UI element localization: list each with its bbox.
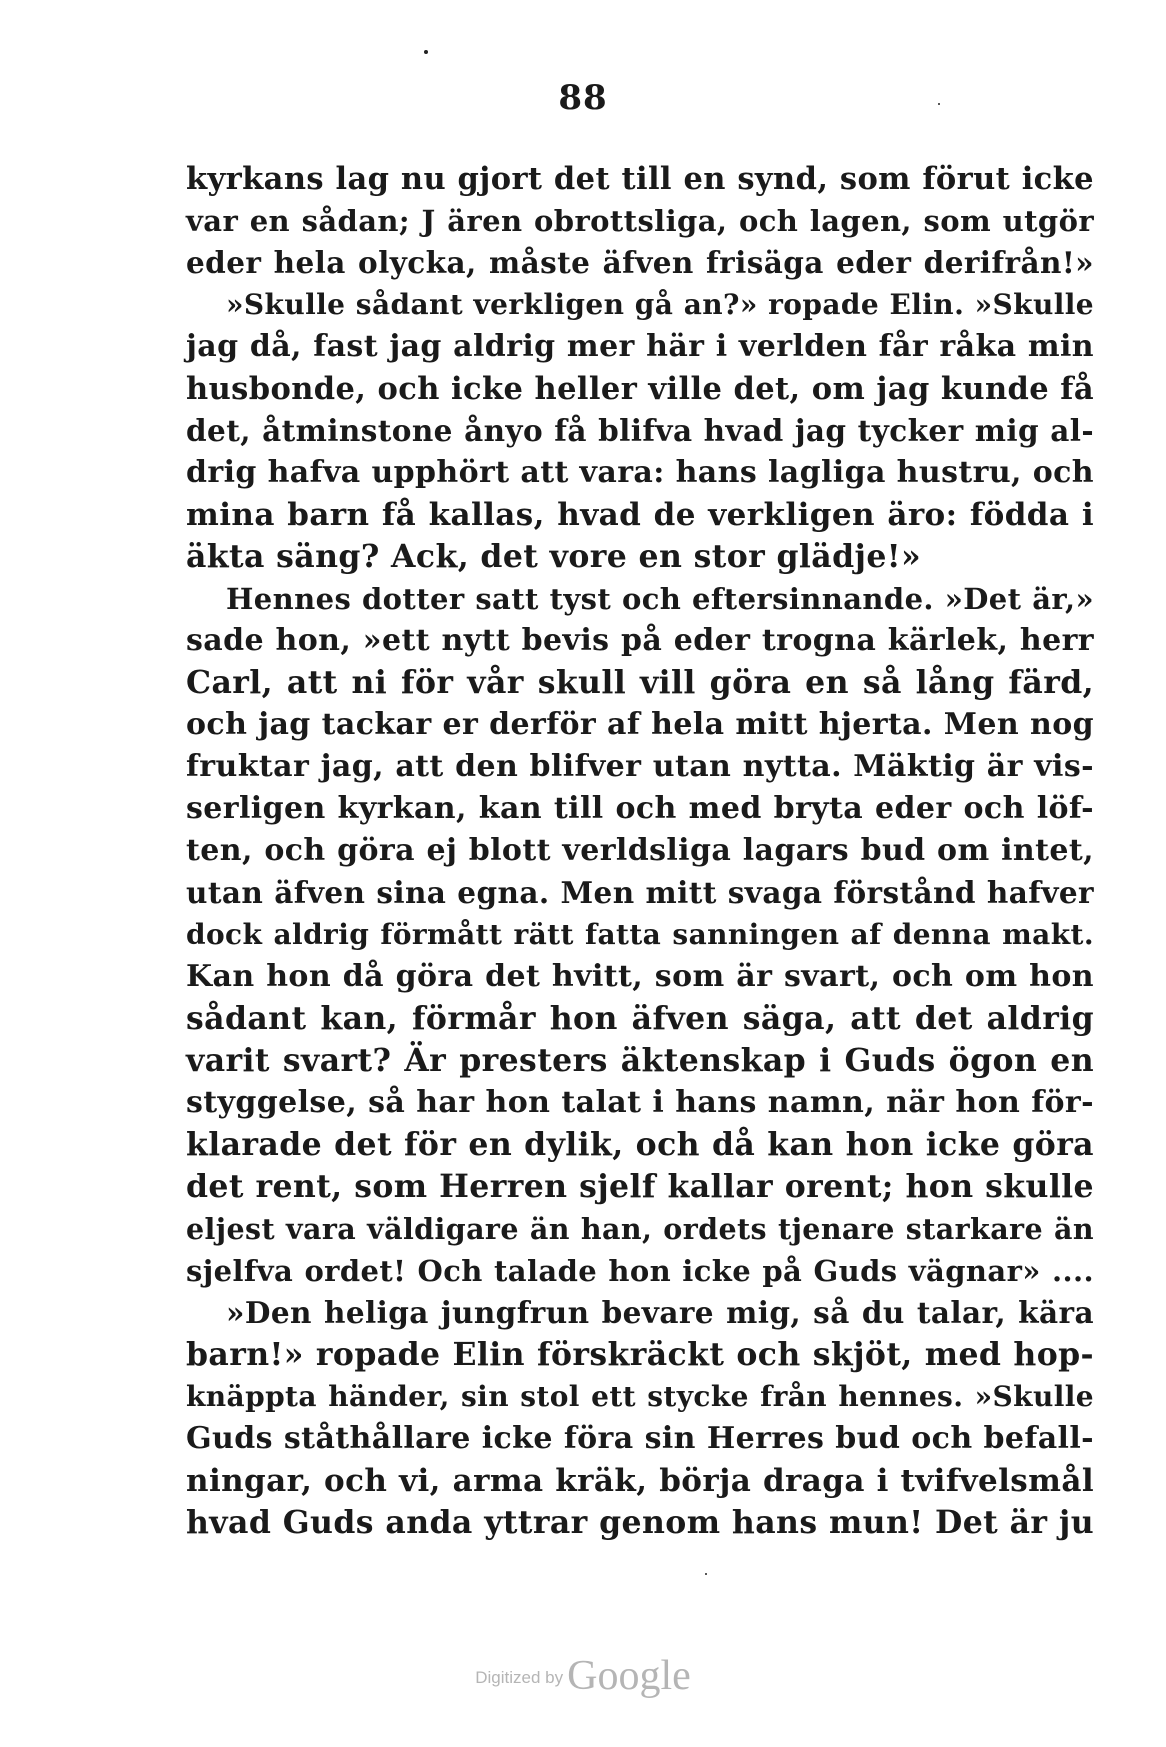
text-line: Guds ståthållare icke föra sin Herres bud och befall- [186, 1421, 1094, 1456]
text-line: hvad Guds anda yttrar genom hans mun! Det är ju [186, 1504, 1094, 1541]
text-line: sade hon, »ett nytt bevis på eder trogna kärlek, herr [186, 623, 1094, 658]
text-line: barn!» ropade Elin förskräckt och skjöt, med hop- [186, 1336, 1094, 1373]
digitized-by-label: Digitized by [475, 1668, 564, 1687]
text-line: dock aldrig förmått rätt fatta sanningen af denna makt. [186, 918, 1094, 951]
text-line: det, åtminstone ånyo få blifva hvad jag tycker mig al- [186, 413, 1094, 448]
scan-speck [705, 1573, 707, 1575]
scan-speck [424, 50, 428, 54]
text-line: Kan hon då göra det hvitt, som är svart, och om hon [186, 959, 1094, 994]
text-line: och jag tackar er derför af hela mitt hjerta. Men nog [186, 707, 1094, 742]
text-line: sådant kan, förmår hon äfven säga, att det aldrig [186, 1000, 1094, 1037]
digitization-watermark [0, 1652, 1166, 1700]
text-line: knäppta händer, sin stol ett stycke från hennes. »Skulle [186, 1380, 1094, 1413]
text-line: varit svart? Är presters äktenskap i Guds ögon en [186, 1042, 1094, 1079]
text-line: eljest vara väldigare än han, ordets tjenare starkare än [186, 1212, 1094, 1246]
text-line: ningar, och vi, arma kräk, börja draga i tvifvelsmål [186, 1463, 1094, 1499]
text-line: ten, och göra ej blott verldsliga lagars bud om intet, [186, 833, 1094, 868]
text-line: Carl, att ni för vår skull vill göra en så lång färd, [186, 664, 1094, 701]
text-line: »Den heliga jungfrun bevare mig, så du talar, kära [226, 1295, 1094, 1330]
text-line: kyrkans lag nu gjort det till en synd, som förut icke [186, 161, 1094, 197]
text-line: fruktar jag, att den blifver utan nytta. Mäktig är vis- [186, 749, 1094, 784]
text-line: serligen kyrkan, kan till och med bryta eder och löf- [186, 791, 1094, 826]
text-line: klarade det för en dylik, och då kan hon icke göra [186, 1126, 1094, 1163]
text-line: eder hela olycka, måste äfven frisäga eder derifrån!» [186, 245, 1094, 280]
text-line: »Skulle sådant verkligen gå an?» ropade Elin. »Skulle [226, 288, 1094, 321]
text-line: var en sådan; J ären obrottsliga, och lagen, som utgör [186, 204, 1094, 238]
text-line: äkta säng? Ack, det vore en stor glädje!» [186, 538, 922, 575]
scan-speck [938, 103, 940, 105]
page-number: 88 [558, 78, 608, 118]
text-line: det rent, som Herren sjelf kallar orent; hon skulle [186, 1168, 1094, 1205]
text-line: drig hafva upphört att vara: hans lagliga hustru, och [186, 455, 1095, 490]
text-line: utan äfven sina egna. Men mitt svaga förstånd hafver [186, 875, 1094, 910]
text-line: mina barn få kallas, hvad de verkligen äro: födda i [186, 497, 1094, 533]
text-line: Hennes dotter satt tyst och eftersinnande. »Det är,» [226, 582, 1094, 616]
text-line: husbonde, och icke heller ville det, om jag kunde få [186, 371, 1094, 407]
google-logo-text: Google [567, 1653, 691, 1699]
text-line: sjelfva ordet! Och talade hon icke på Guds vägnar» .... [186, 1254, 1094, 1288]
body-text [186, 158, 1094, 1544]
text-line: styggelse, så har hon talat i hans namn, när hon för- [186, 1085, 1094, 1120]
text-line: jag då, fast jag aldrig mer här i verlden får råka min [186, 329, 1094, 364]
